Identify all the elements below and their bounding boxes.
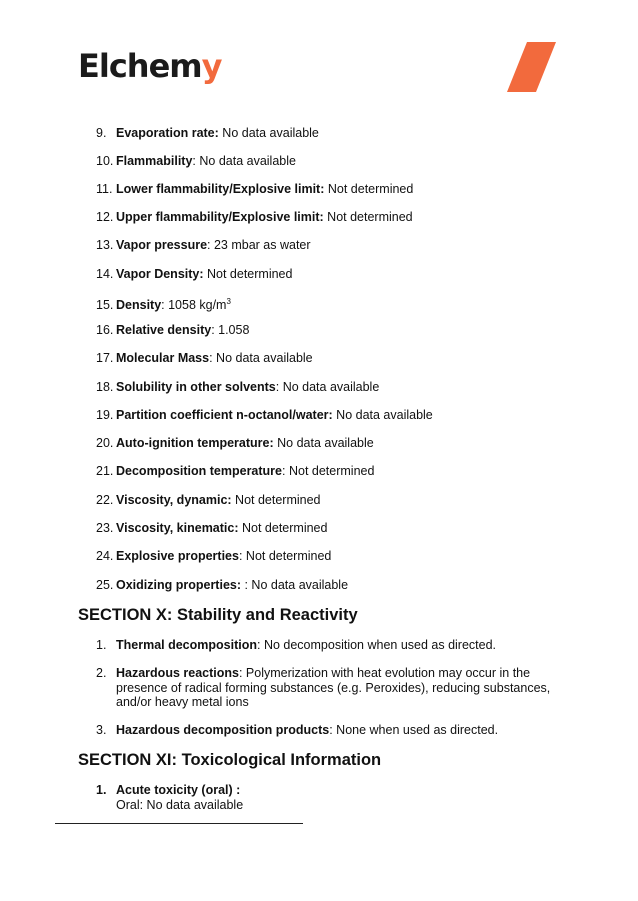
list-item: 23. Viscosity, kinematic: Not determined [96,521,328,535]
list-item: 13. Vapor pressure: 23 mbar as water [96,238,311,252]
list-item: 17. Molecular Mass: No data available [96,351,313,365]
brand-name-main: Elchem [78,47,202,85]
list-item: 10. Flammability: No data available [96,154,296,168]
list-item: 18. Solubility in other solvents: No data available [96,380,380,394]
list-item: 14. Vapor Density: Not determined [96,267,293,281]
footnote-divider [55,823,303,824]
brand-logo [78,47,222,85]
list-item: 1. Acute toxicity (oral) : Oral: No data available [96,783,244,812]
list-item: 20. Auto-ignition temperature: No data available [96,436,374,450]
list-item: 22. Viscosity, dynamic: Not determined [96,493,321,507]
list-item: 9. Evaporation rate: No data available [96,126,319,140]
list-item: 1. Thermal decomposition: No decomposition when used as directed. [96,638,497,652]
orange-parallelogram-icon [507,42,557,92]
list-item: 12. Upper flammability/Explosive limit: Not determined [96,210,413,224]
list-item: 16. Relative density: 1.058 [96,323,250,337]
brand-name-accent: y [201,47,222,85]
list-item: 25. Oxidizing properties: : No data available [96,578,349,592]
section-heading: SECTION XI: Toxicological Information [78,751,382,769]
list-item: 24. Explosive properties: Not determined [96,549,332,563]
list-item: 19. Partition coefficient n-octanol/water: No data available [96,408,433,422]
list-item: 2. Hazardous reactions: Polymerization with heat evolution may occur in the presence of radical forming substances (e.g. Peroxides), reducing substances, and/or heavy metal ions [96,666,551,709]
list-item: 15. Density: 1058 $kg/m^3$ [96,297,231,313]
list-item: 3. Hazardous decomposition products: None when used as directed. [96,723,499,737]
list-item: 11. Lower flammability/Explosive limit: Not determined [96,182,414,196]
section-heading: SECTION X: Stability and Reactivity [78,606,358,624]
list-item: 21. Decomposition temperature: Not determined [96,464,375,478]
